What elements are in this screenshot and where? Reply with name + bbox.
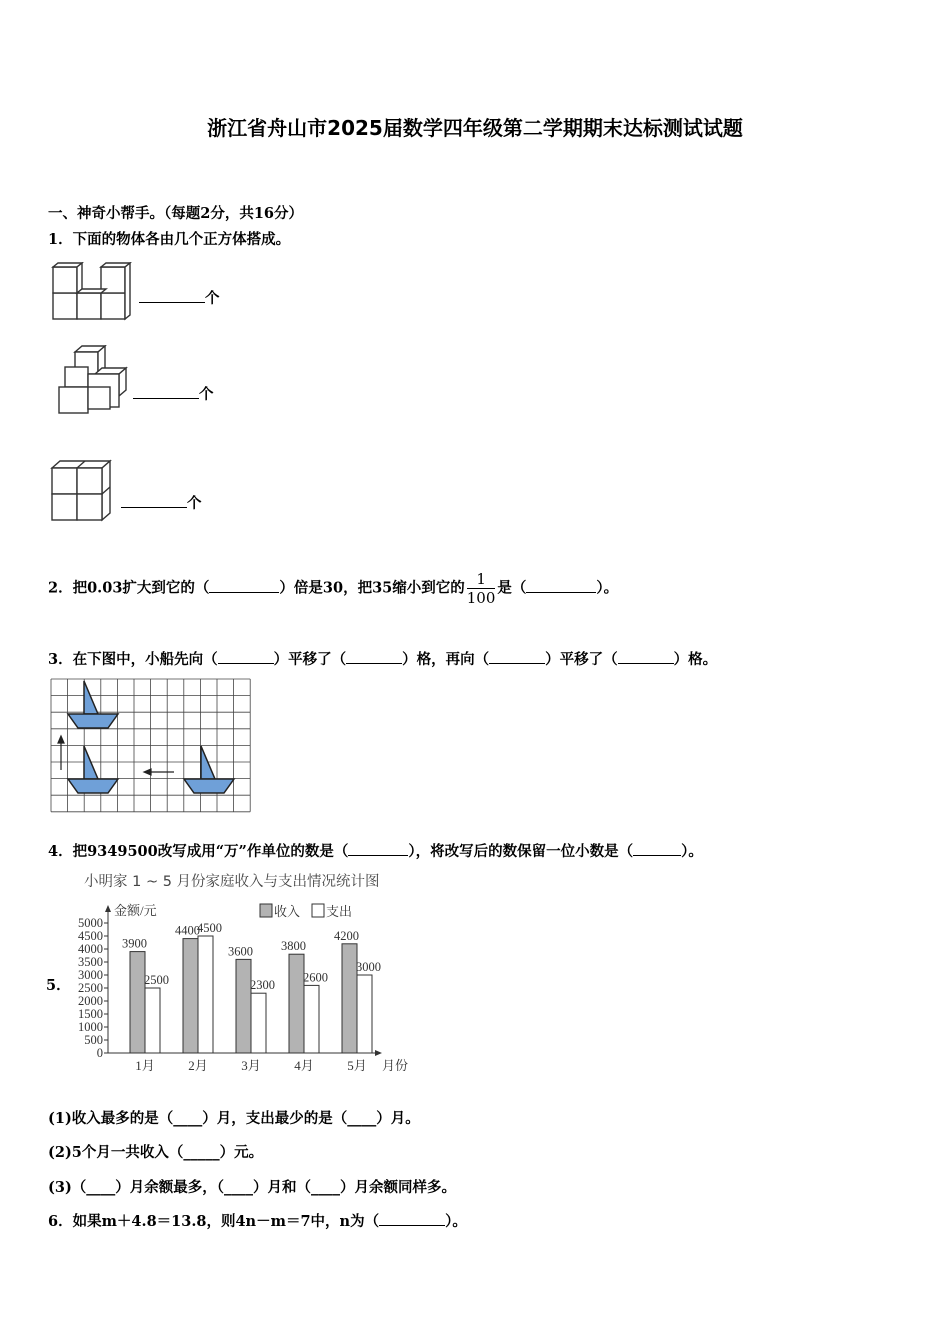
- chart-ticks: [78, 916, 108, 1060]
- q2-text-4: ）。: [596, 579, 619, 597]
- legend-swatch: [260, 904, 272, 917]
- q4-text-3: ）。: [681, 843, 703, 860]
- question-5-sub-1: (1)收入最多的是（____）月，支出最少的是（____）月。: [48, 1110, 420, 1127]
- question-5-sub-3: (3)（____）月余额最多，（____）月和（____）月余额同样多。: [48, 1179, 457, 1196]
- y-tick-label: 5000: [78, 916, 103, 930]
- answer-line-2[interactable]: [133, 383, 214, 404]
- q4-text-2: ），将改写后的数保留一位小数是（: [408, 843, 634, 860]
- y-tick-label: 4000: [78, 942, 103, 956]
- q4-text-1: 4．把9349500改写成用“万”作单位的数是（: [48, 843, 349, 860]
- legend-swatch: [312, 904, 324, 917]
- bar-收入-5月: [342, 944, 357, 1053]
- bar-收入-2月: [183, 939, 198, 1053]
- fraction: [467, 570, 496, 607]
- boat-bottom-right: [184, 746, 234, 793]
- question-4: [48, 840, 703, 861]
- question-3: [48, 648, 717, 669]
- answer-line-3[interactable]: [121, 492, 202, 513]
- data-label: 4500: [197, 921, 222, 935]
- q2-text-3: 是（: [497, 579, 527, 597]
- data-label: 3800: [281, 939, 306, 954]
- legend-label: 支出: [326, 904, 353, 919]
- q3-text-3: ）格，再向（: [402, 651, 490, 668]
- y-axis-arrow: [105, 905, 111, 912]
- y-tick-label: 1000: [78, 1020, 103, 1034]
- cube-figure-1: [50, 262, 140, 324]
- q3-text-1: 3．在下图中，小船先向（: [48, 651, 218, 668]
- boat-grid: [50, 678, 252, 814]
- x-tick-label: 3月: [241, 1058, 261, 1073]
- q6-blank[interactable]: [379, 1211, 445, 1226]
- bar-收入-1月: [130, 952, 145, 1053]
- q3-text-4: ）平移了（: [545, 651, 618, 668]
- boat-top: [68, 681, 118, 728]
- data-label: 3900: [122, 936, 147, 951]
- bar-支出-5月: [357, 975, 372, 1053]
- q3-blank-1[interactable]: [218, 649, 274, 664]
- unit-label: 个: [187, 495, 202, 512]
- x-axis-label: 月份: [382, 1058, 409, 1073]
- arrow-left-icon: [144, 769, 174, 775]
- y-tick-label: 500: [84, 1033, 103, 1047]
- question-6: [48, 1210, 467, 1231]
- bar-支出-1月: [145, 988, 160, 1053]
- bar-chart: [64, 893, 424, 1078]
- unit-label: 个: [199, 386, 214, 403]
- y-tick-label: 1500: [78, 1007, 103, 1021]
- x-tick-label: 4月: [294, 1058, 314, 1073]
- bar-收入-4月: [289, 954, 304, 1053]
- question-2: [48, 570, 618, 607]
- q2-text-1: 2．把0.03扩大到它的（: [48, 579, 210, 597]
- y-tick-label: 2500: [78, 981, 103, 995]
- page-title: 浙江省舟山市2025届数学四年级第二学期期末达标测试试题: [207, 116, 743, 140]
- q3-blank-3[interactable]: [489, 649, 545, 664]
- section-heading: 一、神奇小帮手。（每题2分，共16分）: [48, 205, 304, 222]
- q2-text-2: ）倍是30，把35缩小到它的: [279, 579, 465, 597]
- question-5-number: 5．: [46, 977, 71, 994]
- data-label: 3600: [228, 944, 253, 959]
- bar-收入-3月: [236, 959, 251, 1053]
- legend-label: 收入: [274, 904, 301, 919]
- y-tick-label: 3500: [78, 955, 103, 969]
- x-tick-label: 1月: [135, 1058, 155, 1073]
- fraction-denominator: 100: [466, 589, 496, 607]
- chart-legend: [260, 904, 352, 919]
- q3-text-2: ）平移了（: [273, 651, 347, 668]
- y-tick-label: 0: [96, 1046, 103, 1060]
- bar-支出-4月: [304, 985, 319, 1053]
- q3-blank-4[interactable]: [618, 649, 674, 664]
- data-label: 2500: [144, 973, 169, 987]
- data-label: 2600: [303, 970, 328, 985]
- q2-blank-2[interactable]: [526, 578, 596, 593]
- x-tick-label: 2月: [188, 1058, 208, 1073]
- unit-label: 个: [205, 290, 220, 307]
- data-label: 3000: [356, 960, 381, 974]
- arrow-up-icon: [58, 736, 64, 770]
- y-tick-label: 4500: [78, 929, 103, 943]
- answer-line-1[interactable]: [139, 287, 220, 308]
- bar-支出-2月: [198, 936, 213, 1053]
- q6-text-1: 6．如果m＋4.8＝13.8，则4n－m＝7中，n为（: [48, 1213, 380, 1230]
- q4-blank-2[interactable]: [633, 841, 681, 856]
- x-tick-label: 5月: [347, 1058, 367, 1073]
- y-tick-label: 2000: [78, 994, 103, 1008]
- data-label: 4400: [175, 923, 200, 938]
- question-1: 1．下面的物体各由几个正方体搭成。: [48, 231, 291, 248]
- cube-figure-3: [50, 458, 118, 524]
- data-label: 4200: [334, 928, 359, 943]
- chart-title: 小明家 1 ~ 5 月份家庭收入与支出情况统计图: [84, 874, 380, 890]
- y-axis-label: 金额/元: [114, 903, 157, 918]
- q2-blank-1[interactable]: [209, 578, 279, 593]
- bar-支出-3月: [251, 993, 266, 1053]
- cube-figure-2: [55, 345, 131, 417]
- fraction-numerator: 1: [467, 570, 496, 589]
- q6-text-2: ）。: [445, 1213, 467, 1230]
- data-label: 2300: [250, 978, 275, 993]
- x-axis-arrow: [375, 1050, 382, 1056]
- boat-bottom-left: [68, 746, 118, 793]
- y-tick-label: 3000: [78, 968, 103, 982]
- question-5-sub-2: (2)5个月一共收入（_____）元。: [48, 1144, 264, 1161]
- q4-blank-1[interactable]: [348, 841, 408, 856]
- q3-blank-2[interactable]: [346, 649, 402, 664]
- q3-text-5: ）格。: [673, 651, 718, 668]
